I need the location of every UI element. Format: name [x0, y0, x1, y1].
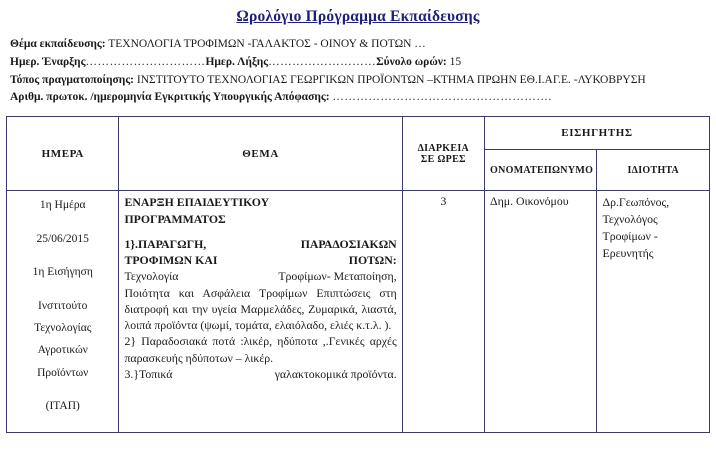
end-date-dots: ……………………… [268, 55, 377, 68]
theme-item1-left: 1}.ΠΑΡΑΓΩΓΗ, [124, 236, 207, 251]
day-line-4: Ινστιτούτο Τεχνολογίας Αγροτικών Προϊόντων [34, 299, 92, 379]
day-line-2: 25/06/2015 [36, 232, 89, 245]
header-instructor-role: ΙΔΙΟΤΗΤΑ [597, 150, 710, 191]
total-hours-label: Σύνολο ωρών: [376, 55, 447, 68]
theme-item1-line2-right: ΠΟΤΩΝ: [348, 253, 397, 268]
theme-item2: 2} Παραδοσιακά ποτά :λικέρ, ηδύποτα ,.Γενικές αρχές παρασκευής ηδύποτων – λικέρ. [124, 334, 397, 365]
cell-day [7, 191, 119, 432]
meta-row-subject [10, 36, 708, 54]
schedule-table [6, 116, 710, 432]
theme-item3-left: 3.}Τοπικά [124, 366, 173, 381]
subject-value: ΤΕΧΝΟΛΟΓΙΑ ΤΡΟΦΙΜΩΝ -ΓΑΛΑΚΤΟΣ - ΟΙΝΟΥ & ΠΟΤΩΝ … [108, 38, 426, 50]
start-date-dots: ………………………… [85, 55, 206, 68]
theme-item3-right: γαλακτοκομικά προϊόντα. [274, 366, 397, 381]
theme-item1-right: ΠΑΡΑΔΟΣΙΑΚΩΝ [300, 236, 397, 251]
meta-row-dates [10, 54, 708, 72]
document-meta [0, 36, 716, 107]
day-line-1: 1η Ημέρα [39, 199, 86, 212]
theme-heading-line2: ΠΡΟΓΡΑΜΜΑΤΟΣ [124, 211, 226, 226]
header-instructor-name: ΟΝΟΜΑΤΕΠΩΝΥΜΟ [485, 150, 597, 191]
theme-item3 [124, 366, 396, 382]
meta-row-protocol [10, 89, 708, 107]
header-theme: ΘΕΜΑ [119, 117, 402, 191]
place-label: Τόπος πραγματοποίησης: [10, 73, 135, 86]
theme-heading-line1: ΕΝΑΡΞΗ ΕΠΑΙΔΕΥΤΙΚΟΥ [124, 195, 270, 210]
header-duration [402, 117, 484, 191]
header-duration-line2: ΣΕ ΩΡΕΣ [420, 153, 466, 165]
protocol-label: Αριθμ. πρωτοκ. /ημερομηνία Εγκριτικής Υπουργικής Απόφασης: [10, 91, 330, 104]
day-line-5: (ΙΤΑΠ) [45, 400, 80, 413]
place-value: ΙΝΣΤΙΤΟΥΤΟ ΤΕΧΝΟΛΟΓΙΑΣ ΓΕΩΡΓΙΚΩΝ ΠΡΟΪΟΝΤΩΝ –ΚΤΗΜΑ ΠΡΩΗΝ ΕΘ.Ι.ΑΓ.Ε. -ΛΥΚΟΒΡΥΣΗ [136, 73, 646, 86]
subject-label: Θέμα εκπαίδευσης: [10, 38, 106, 50]
end-date-label: Ημερ. Λήξης [205, 55, 269, 68]
cell-instructor-name: Δημ. Οικονόμου [485, 191, 597, 432]
meta-row-place [10, 72, 708, 90]
theme-item1-line1 [124, 236, 396, 252]
table-group-header-row [7, 117, 710, 150]
theme-body-rest: Ποιότητα και Ασφάλεια Τροφίμων Επιπτώσεις στη διατροφή και την υγεία Μαρμελάδες, Ζυμαρικά, λιαστά, λοιπά προϊόντα (ψωμί, τομάτα, ελαιόλαδο, ελιές κ.τ.λ. ). [124, 285, 397, 333]
theme-body-left: Τεχνολογία [124, 269, 179, 284]
table-row [7, 191, 710, 432]
theme-body-line1 [124, 268, 396, 284]
theme-spacer [124, 227, 396, 236]
header-instructor-group: ΕΙΣΗΓΗΤΗΣ [485, 117, 710, 150]
day-line-3: 1η Εισήγηση [32, 266, 93, 279]
start-date-label: Ημερ. Έναρξης [10, 55, 86, 68]
theme-item1-line2 [124, 252, 396, 268]
cell-instructor-role: Δρ.Γεωπόνος, Τεχνολόγος Τροφίμων - Ερευνητής [597, 191, 710, 432]
theme-item1-line2-left: ΤΡΟΦΙΜΩΝ ΚΑΙ [124, 253, 218, 268]
cell-theme [119, 191, 402, 432]
document-page [0, 8, 716, 471]
total-hours-value: 15 [449, 55, 462, 68]
protocol-dots: ………………………………………………. [332, 91, 552, 104]
theme-body-right: Τροφίμων- Μεταποίηση, [278, 269, 397, 284]
cell-duration: 3 [402, 191, 484, 432]
header-duration-line1: ΔΙΑΡΚΕΙΑ [417, 142, 470, 154]
header-day: ΗΜΕΡΑ [7, 117, 119, 191]
page-title: Ωρολόγιο Πρόγραμμα Εκπαίδευσης [236, 8, 480, 25]
